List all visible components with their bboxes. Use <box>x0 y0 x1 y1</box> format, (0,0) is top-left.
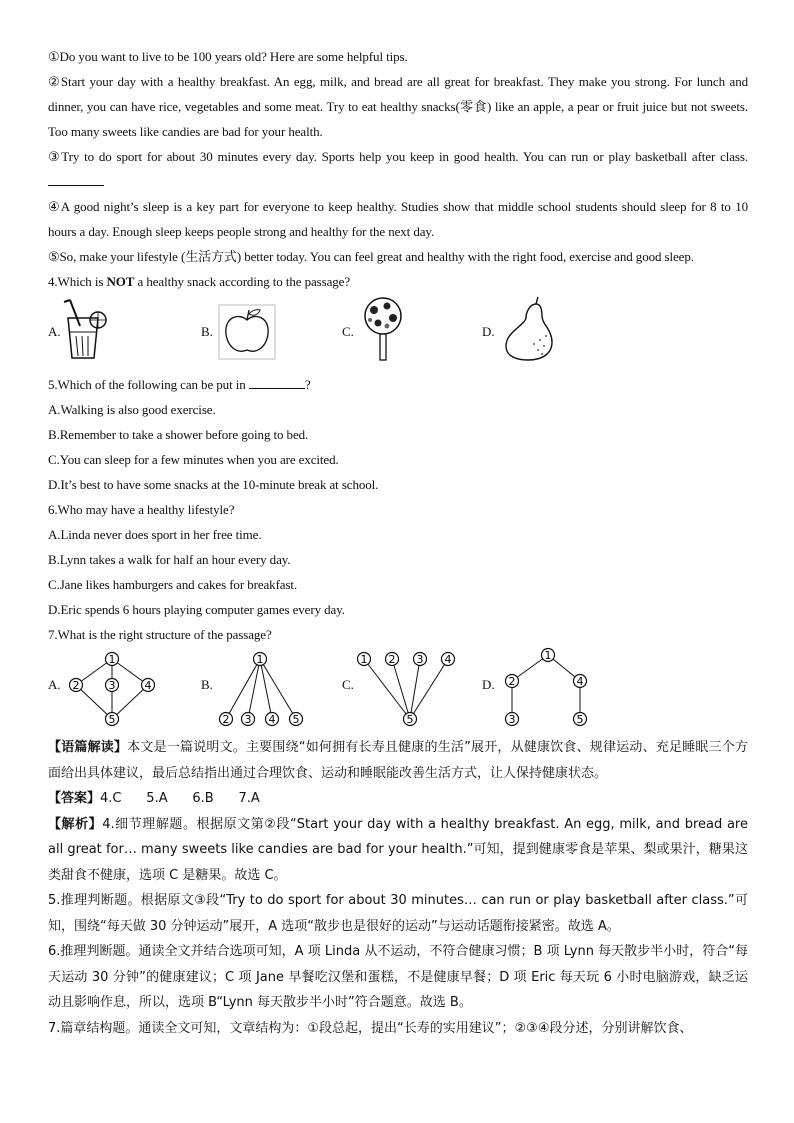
question-6-stem: 6.Who may have a healthy lifestyle? <box>48 502 235 517</box>
passage-paragraph-5: ⑤So, make your lifestyle (生活方式) better today. You can feel great and healthy with the right food, exercise and good sleep. <box>48 249 694 264</box>
q5-option-c[interactable]: C.You can sleep for a few minutes when you are excited. <box>48 452 339 467</box>
structure-node-label: 4 <box>576 675 584 688</box>
q7-label-d[interactable]: D. <box>482 677 495 692</box>
explanation-6: 6.推理判断题。通读全文并结合选项可知，A 项 Linda 从不运动，不符合健康习惯；B 项 Lynn 每天散步半小时，符合“每天运动 30 分钟”的健康建议；C 项 Jane 早餐吃汉堡和蛋糕，不是健康早餐；D 项 Eric 每天玩 6 小时电脑游戏，缺乏运动且影响作息，所以，选项 B“Lynn 每天散步半小时”符合题意。故选 B。 <box>48 944 748 1010</box>
answer-key <box>48 786 748 812</box>
q7-label-b[interactable]: B. <box>201 677 213 692</box>
question-4-image-options <box>48 296 748 368</box>
structure-diagram-a <box>62 651 172 729</box>
structure-node-label: 1 <box>544 649 552 662</box>
structure-node-label: 1 <box>108 653 116 666</box>
explanation-4-text: 4.细节理解题。根据原文第②段“Start your day with a healthy breakfast. An egg, milk, and bread are all great for… many sweets like candies are bad for your health.”可知，提到健康零食是苹果、梨或果汁，糖果这类甜食不健康，选项 C 是糖果。故选 C。 <box>48 816 748 883</box>
q5-option-d[interactable]: D.It’s best to have some snacks at the 10-minute break at school. <box>48 477 379 492</box>
q6-option-c[interactable]: C.Jane likes hamburgers and cakes for breakfast. <box>48 577 298 592</box>
structure-node-label: 3 <box>244 713 252 726</box>
structure-node-label: 1 <box>360 653 368 666</box>
question-4-stem-start: 4.Which is <box>48 274 107 289</box>
reading-analysis <box>48 735 748 786</box>
answer-blank[interactable] <box>48 173 104 186</box>
explanation-7: 7.篇章结构题。通读全文可知，文章结构为：①段总起，提出“长寿的实用建议”；②③④段分述，分别讲解饮食、 <box>48 1020 693 1036</box>
structure-node-label: 2 <box>508 675 516 688</box>
structure-node-label: 2 <box>388 653 396 666</box>
structure-node-label: 5 <box>292 713 300 726</box>
passage-paragraph-1: ①Do you want to live to be 100 years old? Here are some helpful tips. <box>48 49 408 64</box>
explanation-5: 5.推理判断题。根据原文③段“Try to do sport for about 30 minutes… can run or play basketball after class.”可知，围绕“每天做 30 分钟运动”展开，A 选项“散步也是很好的运动”与运动话题衔接紧密。故选 A。 <box>48 893 748 934</box>
passage-paragraph-2: ②Start your day with a healthy breakfast. An egg, milk, and bread are all great for breakfast. They make you strong. For lunch and dinner, you can have rice, vegetables and some meat. Try to eat healthy snacks(零食) like an apple, a pear or fruit juice but not sweets. Too many sweets like candies are bad for your health. <box>48 74 748 139</box>
structure-node-label: 2 <box>222 713 230 726</box>
q5-option-b[interactable]: B.Remember to take a shower before going to bed. <box>48 427 309 442</box>
structure-node-label: 4 <box>268 713 276 726</box>
passage-paragraph-3 <box>48 144 748 194</box>
reading-analysis-label: 【语篇解读】 <box>48 740 128 755</box>
pear-icon <box>500 296 556 362</box>
q5-option-a[interactable]: A.Walking is also good exercise. <box>48 402 216 417</box>
question-5-stem-text: 5.Which of the following can be put in <box>48 377 246 392</box>
worksheet-page <box>48 44 748 1041</box>
structure-node-label: 3 <box>416 653 424 666</box>
q4-label-a[interactable]: A. <box>48 324 61 339</box>
q6-option-a[interactable]: A.Linda never does sport in her free time. <box>48 527 262 542</box>
passage-paragraph-4: ④A good night’s sleep is a key part for everyone to keep healthy. Studies show that middle school students should sleep for 8 to 10 hours a day. Enough sleep keeps people strong and healthy for the next day. <box>48 199 748 239</box>
q4-label-b[interactable]: B. <box>201 324 213 339</box>
q7-label-c[interactable]: C. <box>342 677 354 692</box>
structure-node-label: 4 <box>444 653 452 666</box>
question-5-blank <box>249 376 305 389</box>
question-7-structure-diagrams <box>48 647 748 733</box>
structure-node-label: 4 <box>144 679 152 692</box>
question-4-stem <box>48 269 748 294</box>
reading-analysis-text: 本文是一篇说明文。主要围绕“如何拥有长寿且健康的生活”展开，从健康饮食、规律运动、充足睡眠三个方面给出具体建议，最后总结指出通过合理饮食、运动和睡眠能改善生活方式，让人保持健康状态。 <box>48 740 748 781</box>
structure-diagram-b <box>216 651 316 729</box>
question-5-stem-end: ? <box>304 377 311 392</box>
juice-glass-icon <box>60 296 112 362</box>
question-4-stem-bold: NOT <box>106 274 135 289</box>
lollipop-icon <box>360 296 406 362</box>
structure-node-label: 3 <box>108 679 116 692</box>
answer-key-text: 4.C 5.A 6.B 7.A <box>100 791 260 806</box>
q6-option-b[interactable]: B.Lynn takes a walk for half an hour every day. <box>48 552 291 567</box>
structure-node-label: 2 <box>72 679 80 692</box>
structure-node-label: 5 <box>576 713 584 726</box>
q6-option-d[interactable]: D.Eric spends 6 hours playing computer games every day. <box>48 602 345 617</box>
q4-label-d[interactable]: D. <box>482 324 495 339</box>
structure-diagram-c <box>354 651 466 729</box>
question-7-stem: 7.What is the right structure of the passage? <box>48 627 272 642</box>
structure-node-label: 1 <box>256 653 264 666</box>
question-5-stem <box>48 372 748 397</box>
answer-key-label: 【答案】 <box>48 791 101 806</box>
structure-node-label: 3 <box>508 713 516 726</box>
structure-diagram-d <box>498 647 598 731</box>
q7-label-a[interactable]: A. <box>48 677 61 692</box>
explanation-4 <box>48 812 748 889</box>
structure-node-label: 5 <box>108 713 116 726</box>
question-4-stem-end: a healthy snack according to the passage? <box>134 274 350 289</box>
structure-node-label: 5 <box>406 713 414 726</box>
apple-icon <box>218 304 276 360</box>
passage-paragraph-3-text: ③Try to do sport for about 30 minutes every day. Sports help you keep in good health. You can run or play basketball after class. <box>48 149 748 164</box>
q4-label-c[interactable]: C. <box>342 324 354 339</box>
explanation-label: 【解析】 <box>48 816 103 832</box>
